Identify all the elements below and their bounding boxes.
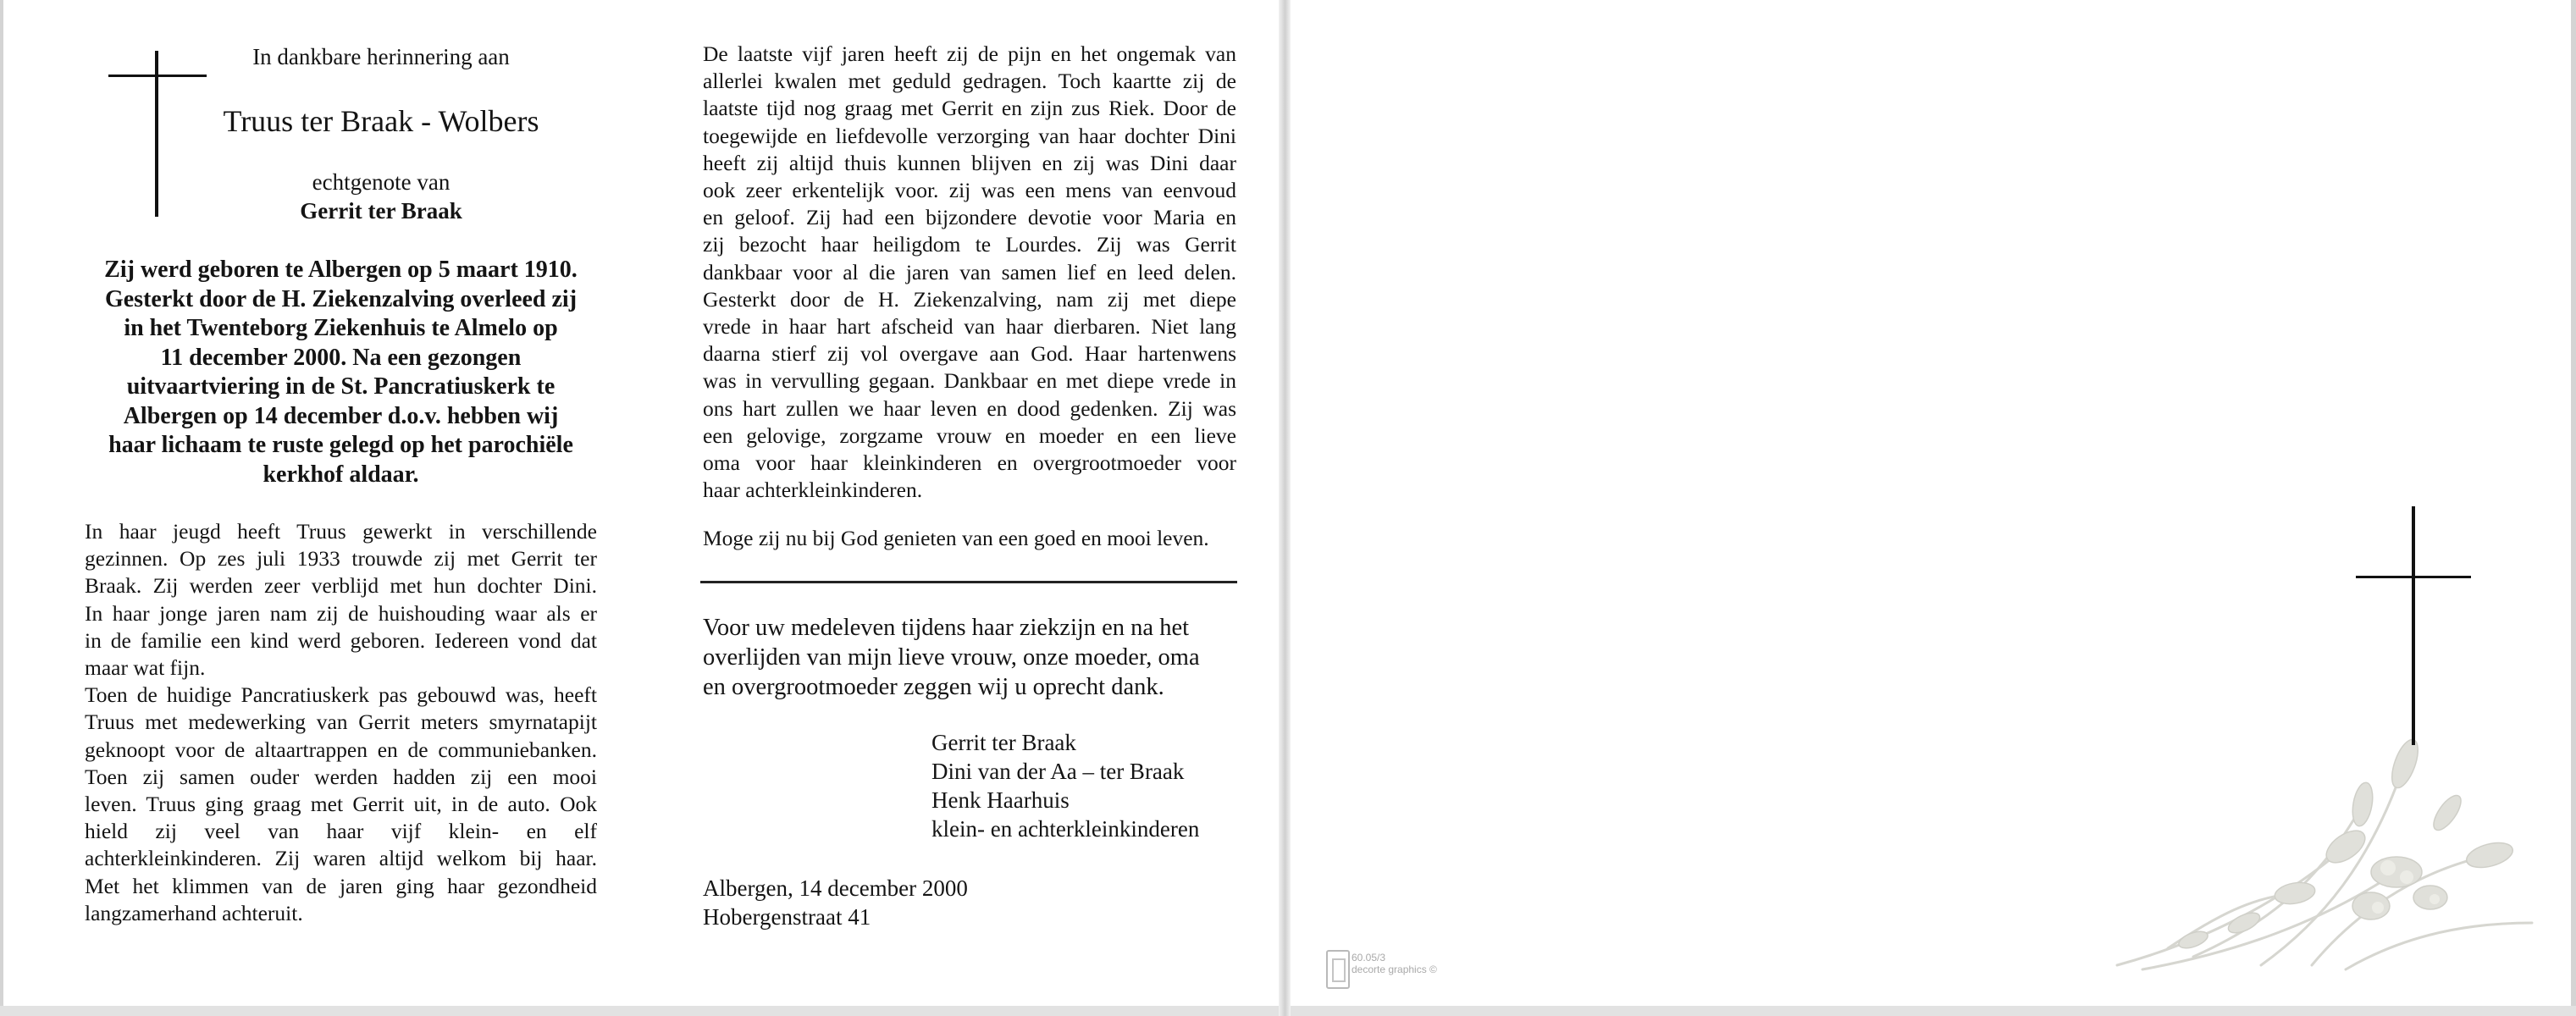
story-line: in de familie een kind werd geboren. Iedereen vond dat — [85, 627, 597, 653]
closing-wish: Moge zij nu bij God genieten van een goed en mooi leven. — [703, 526, 1209, 550]
spouse-name: Gerrit ter Braak — [300, 198, 462, 224]
story-line: dankbaar voor al die jaren van samen lief en leed delen. — [703, 259, 1236, 284]
signers-list — [931, 728, 1253, 843]
story-line: leven. Truus ging graag met Gerrit uit, in de auto. Ook — [85, 792, 597, 817]
right-scan-edge — [2571, 0, 2576, 1016]
bio-line: 11 december 2000. Na een gezongen — [160, 344, 522, 371]
life-story-continued — [703, 41, 1236, 504]
spouse-label: echtgenote van — [312, 169, 451, 195]
printer-logo-icon — [1326, 950, 1350, 989]
story-line: allerlei kwalen met geduld gedragen. Toch kaartte zij de — [703, 69, 1236, 94]
left-scan-edge — [0, 0, 3, 1016]
story-line: laatste tijd nog graag met Gerrit en zijn zus Riek. Door de — [703, 96, 1236, 121]
story-line: Toen de huidige Pancratiuskerk pas gebouwd was, heeft — [85, 682, 597, 708]
story-line: In haar jonge jaren nam zij de huishouding waar als er — [85, 600, 597, 626]
story-line: gezinnen. Op zes juli 1933 trouwde zij met Gerrit ter — [85, 546, 597, 572]
divider-line — [700, 581, 1237, 583]
story-line: daarna stierf zij vol overgave aan God. Haar hartenwens — [703, 341, 1236, 367]
story-line: Braak. Zij werden zeer verblijd met hun dochter Dini. — [85, 573, 597, 599]
story-line: Gesterkt door de H. Ziekenzalving, nam zij met diepe — [703, 286, 1236, 312]
bio-line: uitvaartviering in de St. Pancratiuskerk te — [126, 373, 556, 400]
story-line: vrede in haar hart afscheid van haar dierbaren. Niet lang — [703, 314, 1236, 340]
printer-code: 60.05/3 — [1352, 952, 1386, 964]
bio-line: haar lichaam te ruste gelegd op het parochiële — [108, 432, 573, 458]
cross-icon — [108, 51, 207, 217]
address: Hobergenstraat 41 — [703, 904, 871, 930]
story-line: In haar jeugd heeft Truus gewerkt in verschillende — [85, 519, 597, 544]
place-and-address — [703, 874, 1042, 931]
signer: Gerrit ter Braak — [931, 730, 1076, 755]
story-line: ons hart zullen we haar leven en dood gedenken. Zij was — [703, 395, 1236, 421]
biography-summary — [85, 256, 597, 489]
card-fold — [1279, 0, 1291, 1016]
story-line: langzamerhand achteruit. — [85, 900, 303, 925]
story-line: en geloof. Zij had een bijzondere devotie voor Maria en — [703, 205, 1236, 230]
thank-you-note — [703, 613, 1245, 702]
printer-mark — [1352, 952, 1437, 975]
story-line: was in vervulling gegaan. Dankbaar en met diepe vrede in — [703, 368, 1236, 394]
bio-line: Albergen op 14 december d.o.v. hebben wij — [123, 402, 559, 429]
life-story — [85, 518, 597, 927]
place-date: Albergen, 14 december 2000 — [703, 875, 968, 901]
thanks-line: en overgrootmoeder zeggen wij u oprecht dank. — [703, 674, 1164, 700]
story-line: Toen zij samen ouder werden hadden zij een mooi — [85, 764, 597, 789]
story-line: geknoopt voor de altaartrappen en de communiebanken. — [85, 737, 597, 762]
signer: Dini van der Aa – ter Braak — [931, 759, 1185, 784]
story-line: haar achterkleinkinderen. — [703, 478, 923, 503]
story-line: hield zij veel van haar vijf klein- en elf — [85, 819, 597, 844]
story-line: maar wat fijn. — [85, 655, 206, 681]
bio-line: in het Twenteborg Ziekenhuis te Almelo op — [124, 315, 558, 341]
signer: klein- en achterkleinkinderen — [931, 816, 1200, 842]
printer-name: decorte graphics © — [1352, 964, 1437, 975]
cross-icon — [2356, 506, 2471, 745]
thanks-line: overlijden van mijn lieve vrouw, onze moeder, oma — [703, 644, 1200, 671]
story-line: toegewijde en liefdevolle verzorging van haar dochter Dini — [703, 123, 1236, 148]
story-line: ook zeer erkentelijk voor. zij was een mens van eenvoud — [703, 178, 1236, 203]
bio-line: Zij werd geboren te Albergen op 5 maart 1910. — [104, 257, 578, 283]
story-line: achterkleinkinderen. Zij waren altijd welkom bij haar. — [85, 846, 597, 871]
story-line: heeft zij altijd thuis kunnen blijven en zij was Dini daar — [703, 150, 1236, 175]
bio-line: Gesterkt door de H. Ziekenzalving overleed zij — [104, 285, 578, 312]
deceased-name: Truus ter Braak - Wolbers — [223, 104, 539, 138]
story-line: Met het klimmen van de jaren ging haar gezondheid — [85, 873, 597, 898]
bio-line: kerkhof aldaar. — [263, 461, 419, 488]
thanks-line: Voor uw medeleven tijdens haar ziekzijn en na het — [703, 615, 1190, 641]
story-line: De laatste vijf jaren heeft zij de pijn en het ongemak van — [703, 41, 1236, 66]
intro-text: In dankbare herinnering aan — [252, 44, 510, 69]
story-line: een gelovige, zorgzame vrouw en moeder en een lieve — [703, 422, 1236, 448]
signer: Henk Haarhuis — [931, 787, 1070, 813]
story-line: Truus met medewerking van Gerrit meters smyrnatapijt — [85, 710, 597, 735]
story-line: oma voor haar kleinkinderen en overgrootmoeder voor — [703, 450, 1236, 476]
floral-decoration — [2092, 711, 2549, 982]
story-line: zij bezocht haar heiligdom te Lourdes. Zij was Gerrit — [703, 232, 1236, 257]
